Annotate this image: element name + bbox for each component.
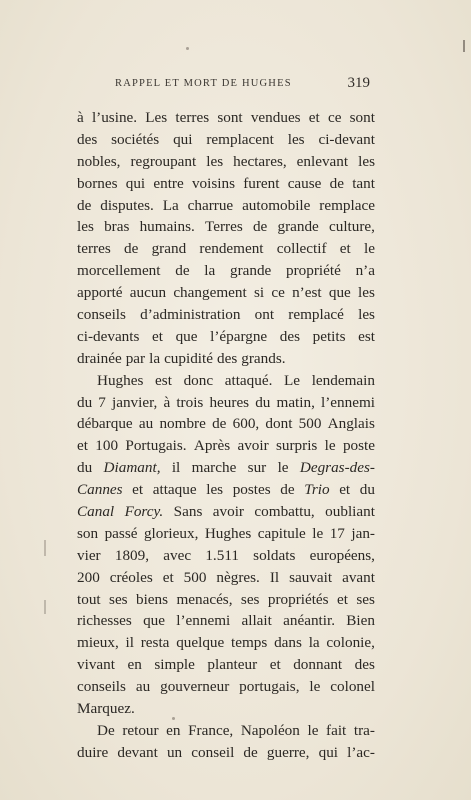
word: Terres — [205, 218, 243, 236]
word: De — [97, 721, 115, 739]
text-line — [77, 676, 375, 698]
body-text — [77, 107, 375, 764]
word: propriétés — [267, 590, 329, 608]
word: au — [135, 678, 151, 696]
text-line — [77, 195, 375, 217]
word: que — [175, 327, 198, 345]
word: menacés, — [176, 590, 233, 608]
word: tant — [352, 174, 375, 192]
word: et — [339, 481, 351, 499]
word: nombre — [159, 415, 206, 433]
text-line — [77, 304, 375, 326]
word: 17 — [329, 524, 345, 542]
word: de — [329, 174, 344, 192]
word: culture, — [328, 218, 375, 236]
word: heures — [209, 393, 250, 411]
word: l’usine. — [91, 109, 138, 126]
word: d’administration — [140, 306, 241, 324]
word: et — [308, 109, 320, 126]
word: janvier, — [112, 393, 158, 411]
word: dont — [265, 415, 293, 433]
word: quelque — [176, 634, 225, 652]
word: ses — [109, 590, 128, 608]
word: de — [123, 240, 139, 258]
word: sont — [217, 109, 243, 126]
word: 1.511 — [205, 546, 239, 564]
word: des — [279, 327, 301, 345]
word: voisins — [191, 174, 235, 192]
word: charrue — [187, 196, 234, 214]
word: tra- — [353, 721, 375, 739]
text-line — [77, 282, 375, 304]
word: grands. — [241, 349, 286, 367]
word: bras — [104, 218, 130, 236]
word: regroupant — [130, 152, 197, 170]
word: enlevant — [296, 152, 349, 170]
word: que — [328, 284, 351, 302]
word: il — [171, 459, 181, 477]
word: est — [155, 371, 172, 389]
word: tout — [77, 590, 101, 608]
word: hectares, — [233, 152, 287, 170]
word: et — [339, 240, 351, 258]
word: nobles, — [77, 152, 121, 170]
word: qui — [173, 130, 193, 148]
word: par — [125, 349, 146, 367]
word: et — [152, 327, 163, 345]
word: glorieux, — [143, 524, 199, 542]
word: du — [359, 481, 375, 499]
word: resta — [140, 634, 170, 652]
word: soldats — [253, 546, 296, 564]
word: postes — [232, 481, 271, 499]
word: ont — [254, 306, 275, 324]
text-line — [77, 720, 375, 742]
word: les — [287, 130, 305, 148]
word: le — [364, 240, 375, 258]
word: matin, — [276, 393, 315, 411]
word: le — [324, 437, 336, 455]
text-line — [77, 632, 375, 654]
word: cupidité — [164, 349, 213, 367]
word: que — [143, 612, 166, 630]
word: la — [308, 634, 320, 652]
word: guerre, — [266, 743, 310, 761]
word: 500 — [298, 415, 322, 433]
word: le — [307, 721, 319, 739]
word: donc — [183, 371, 214, 389]
word: Degras-des- — [299, 459, 375, 477]
word: débarque — [77, 415, 133, 433]
word: les — [206, 152, 224, 170]
word: de — [212, 415, 227, 433]
word: le — [312, 524, 324, 542]
word: la — [204, 262, 216, 280]
word: ses — [356, 590, 375, 608]
word: les — [77, 218, 94, 236]
word: gouverneur — [160, 678, 230, 696]
word: en — [166, 721, 181, 739]
word: de — [243, 743, 258, 761]
word: avoir — [237, 437, 269, 455]
word: du — [77, 459, 93, 477]
word: combattu, — [254, 503, 315, 521]
text-line — [77, 348, 375, 370]
word: Forcy. — [124, 503, 164, 521]
text-line — [77, 173, 375, 195]
page-number: 319 — [347, 75, 370, 91]
word: Diamant, — [103, 459, 161, 477]
word: du — [77, 393, 93, 411]
word: les — [358, 306, 375, 324]
word: furent — [243, 174, 280, 192]
word: attaque — [152, 481, 197, 499]
word: le — [309, 678, 321, 696]
word: duire — [77, 743, 109, 761]
word: collectif — [276, 240, 327, 258]
word: jan- — [351, 524, 375, 542]
word: les — [358, 152, 375, 170]
word: Marquez. — [77, 700, 135, 718]
text-line — [77, 523, 375, 545]
word: Sans — [173, 503, 203, 521]
word: devant — [117, 743, 158, 761]
word: La — [162, 196, 179, 214]
text-line — [77, 151, 375, 173]
word: et — [269, 656, 281, 674]
word: surpris — [276, 437, 318, 455]
text-line — [77, 501, 375, 523]
word: son — [77, 524, 99, 542]
word: avoir — [212, 503, 244, 521]
word: n’a — [355, 262, 375, 280]
word: Cannes — [77, 481, 123, 499]
text-line — [77, 479, 375, 501]
word: vendues — [250, 109, 301, 126]
word: ce — [271, 284, 285, 302]
margin-mark — [44, 540, 46, 556]
text-line — [77, 457, 375, 479]
word: Les — [145, 109, 168, 126]
word: Trio — [304, 481, 330, 499]
page-edge-mark — [463, 40, 465, 52]
margin-mark — [44, 600, 46, 614]
word: trois — [176, 393, 204, 411]
word: simple — [154, 656, 195, 674]
word: fait — [326, 721, 347, 739]
paper-speck — [172, 717, 175, 720]
text-line — [77, 413, 375, 435]
word: vier — [77, 546, 101, 564]
word: anéantir. — [283, 612, 335, 630]
word: cause — [287, 174, 322, 192]
word: 500 — [183, 568, 207, 586]
word: Napoléon — [240, 721, 300, 739]
word: avec — [163, 546, 192, 564]
word: au — [138, 415, 154, 433]
word: Hughes — [97, 371, 144, 389]
word: à — [77, 109, 84, 126]
word: de — [175, 262, 190, 280]
word: France, — [188, 721, 234, 739]
word: vivant — [77, 656, 115, 674]
word: 100 — [95, 437, 119, 455]
word: changement — [173, 284, 247, 302]
word: qui — [125, 174, 146, 192]
text-line — [77, 107, 375, 129]
word: Portugais. — [125, 437, 187, 455]
word: sur — [247, 459, 267, 477]
word: Anglais — [327, 415, 375, 433]
word: automobile — [242, 196, 311, 214]
word: et — [162, 568, 174, 586]
text-line — [77, 567, 375, 589]
text-line — [77, 260, 375, 282]
word: il — [125, 634, 134, 652]
word: oubliant — [325, 503, 375, 521]
word: remplace — [319, 196, 375, 214]
word: avant — [342, 568, 375, 586]
word: grande — [229, 262, 272, 280]
word: capitule — [257, 524, 306, 542]
word: les — [358, 284, 375, 302]
word: un — [166, 743, 183, 761]
word: et — [132, 481, 144, 499]
word: conseils — [77, 678, 126, 696]
word: poste — [342, 437, 375, 455]
text-line — [77, 654, 375, 676]
word: marche — [191, 459, 237, 477]
word: ci-devant — [318, 130, 375, 148]
word: remplacent — [206, 130, 274, 148]
word: terres — [175, 109, 210, 126]
word: Après — [193, 437, 231, 455]
word: l’ennemi — [176, 612, 231, 630]
word: sauvait — [289, 568, 333, 586]
text-line — [77, 238, 375, 260]
word: des — [216, 349, 238, 367]
text-line — [77, 435, 375, 457]
word: lendemain — [311, 371, 375, 389]
word: apporté — [77, 284, 123, 302]
word: allait — [241, 612, 272, 630]
word: les — [206, 481, 224, 499]
text-line — [77, 326, 375, 348]
word: planteur — [207, 656, 258, 674]
word: disputes. — [100, 196, 154, 214]
text-line — [77, 589, 375, 611]
text-line — [77, 610, 375, 632]
word: colonie, — [326, 634, 375, 652]
word: colonel — [330, 678, 375, 696]
word: sont — [349, 109, 375, 126]
word: et — [77, 437, 88, 455]
word: l’ac- — [347, 743, 375, 761]
word: attaqué. — [224, 371, 273, 389]
word: créoles — [109, 568, 153, 586]
text-line — [77, 216, 375, 238]
word: Le — [284, 371, 301, 389]
word: de — [280, 481, 295, 499]
word: des — [354, 656, 375, 674]
word: 200 — [77, 568, 100, 586]
word: remplacé — [288, 306, 344, 324]
text-line — [77, 742, 375, 764]
word: ci-devants — [77, 327, 140, 345]
word: ce — [327, 109, 342, 126]
word: portugais, — [239, 678, 300, 696]
word: la — [149, 349, 161, 367]
word: grand — [151, 240, 187, 258]
page-header — [115, 76, 370, 96]
word: 7 — [98, 393, 106, 411]
word: Canal — [77, 503, 115, 521]
text-line — [77, 129, 375, 151]
word: bornes — [77, 174, 118, 192]
word: terres — [77, 240, 111, 258]
word: humains. — [139, 218, 195, 236]
word: drainée — [77, 349, 122, 367]
word: des — [77, 130, 98, 148]
word: qui — [318, 743, 339, 761]
word: et — [336, 590, 348, 608]
word: donnant — [293, 656, 343, 674]
text-line — [77, 545, 375, 567]
word: rendement — [199, 240, 264, 258]
word: ses — [240, 590, 260, 608]
word: si — [253, 284, 265, 302]
word: l’épargne — [210, 327, 268, 345]
word: Il — [269, 568, 280, 586]
word: Hughes — [204, 524, 252, 542]
word: en — [127, 656, 142, 674]
word: grande — [277, 218, 319, 236]
word: l’ennemi — [321, 393, 375, 411]
paper-speck — [186, 47, 189, 50]
text-line — [77, 370, 375, 392]
word: sociétés — [111, 130, 160, 148]
word: est — [358, 327, 375, 345]
word: européens, — [309, 546, 375, 564]
word: 600, — [232, 415, 260, 433]
word: 1809, — [114, 546, 150, 564]
word: mieux, — [77, 634, 119, 652]
word: Bien — [346, 612, 375, 630]
word: conseils — [77, 306, 126, 324]
word: richesses — [77, 612, 132, 630]
word: passé — [104, 524, 138, 542]
text-line — [77, 698, 375, 720]
word: retour — [122, 721, 159, 739]
word: entre — [153, 174, 184, 192]
word: conseil — [191, 743, 235, 761]
word: biens — [135, 590, 169, 608]
word: du — [255, 393, 271, 411]
word: de — [252, 218, 268, 236]
running-head: RAPPEL ET MORT DE HUGHES — [115, 78, 292, 89]
word: dans — [274, 634, 302, 652]
word: temps — [231, 634, 268, 652]
word: aucun — [129, 284, 167, 302]
word: n’est — [292, 284, 322, 302]
word: propriété — [286, 262, 341, 280]
word: morcellement — [77, 262, 161, 280]
word: le — [277, 459, 289, 477]
word: à — [163, 393, 171, 411]
word: nègres. — [216, 568, 260, 586]
word: de — [77, 196, 92, 214]
text-line — [77, 392, 375, 414]
word: petits — [312, 327, 346, 345]
